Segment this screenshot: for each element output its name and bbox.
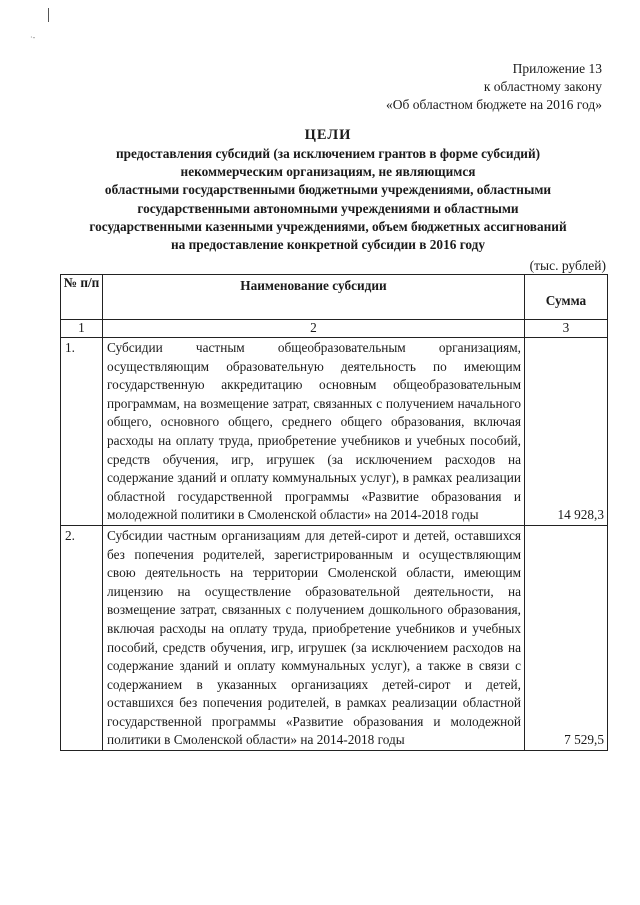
title-line-4: государственными автономными учреждениями и областными	[137, 200, 519, 216]
title-line-1: предоставления субсидий (за исключением грантов в форме субсидий)	[115, 146, 541, 161]
appendix-line-1: Приложение 13	[512, 61, 602, 76]
appendix-line-3: «Об областном бюджете на 2016 год»	[386, 97, 602, 112]
title-line-3: областными государственными бюджетными учреждениями, областными	[104, 182, 552, 198]
row-number: 1.	[61, 338, 103, 526]
subsidy-sum: 14 928,3	[525, 338, 608, 526]
subsidy-name: Субсидии частным организациям для детей-сирот и детей, оставшихся без попечения родителей, зарегистрированным и осуществляющим свою деятельность на территории Смоленской области, имеющим лицензию на осуществление образовательной деятельности, на возмещение затрат, связанных с получением дошкольного образования, включая расходы на оплату труда, приобретение учебников и учебных пособий, средств обучения, игр, игрушек (за исключением расходов на содержание зданий и оплату коммунальных услуг), а также в связи с содержанием в указанных организациях детей-сирот и детей, оставшихся без попечения родителей, в рамках реализации областной государственной программы «Развитие образования и молодежной политики в Смоленской области» на 2014-2018 годы	[103, 525, 525, 750]
units-label: (тыс. рублей)	[529, 258, 606, 273]
table-header-row	[61, 275, 608, 320]
appendix-reference	[302, 60, 602, 114]
table-row	[61, 338, 608, 526]
title-body	[40, 145, 616, 254]
title-line-6: на предоставление конкретной субсидии в 2016 году	[170, 237, 486, 253]
header-num: № п/п	[61, 275, 103, 320]
scan-mark	[48, 8, 49, 22]
column-index: 3	[525, 320, 608, 338]
header-name: Наименование субсидии	[103, 275, 525, 320]
subsidy-name: Субсидии частным общеобразовательным организациям, осуществляющим образовательную деятельность по имеющим государственную аккредитацию основным общеобразовательным программам, на возмещение затрат, связанных с получением начального общего, основного общего, среднего общего образования, включая расходы на оплату труда, приобретение учебников и учебных пособий, средств обучения, игр, игрушек (за исключением расходов на содержание зданий и оплату коммунальных услуг), в рамках реализации областной государственной программы «Развитие образования и молодежной политики в Смоленской области» на 2014-2018 годы	[103, 338, 525, 526]
row-number: 2.	[61, 525, 103, 750]
table-row	[61, 525, 608, 750]
title-line-5: государственными казенными учреждениями, объем бюджетных ассигнований	[89, 218, 567, 234]
document-title	[40, 126, 616, 254]
header-sum: Сумма	[525, 275, 608, 320]
subsidies-table	[60, 274, 608, 751]
scan-speck: ·‐	[30, 33, 36, 42]
subsidy-sum: 7 529,5	[525, 525, 608, 750]
column-index: 2	[103, 320, 525, 338]
title-heading: ЦЕЛИ	[304, 127, 352, 143]
title-line-2: некоммерческим организациям, не являющимся	[180, 164, 476, 180]
column-index-row	[61, 320, 608, 338]
column-index: 1	[61, 320, 103, 338]
appendix-line-2: к областному закону	[483, 79, 602, 94]
